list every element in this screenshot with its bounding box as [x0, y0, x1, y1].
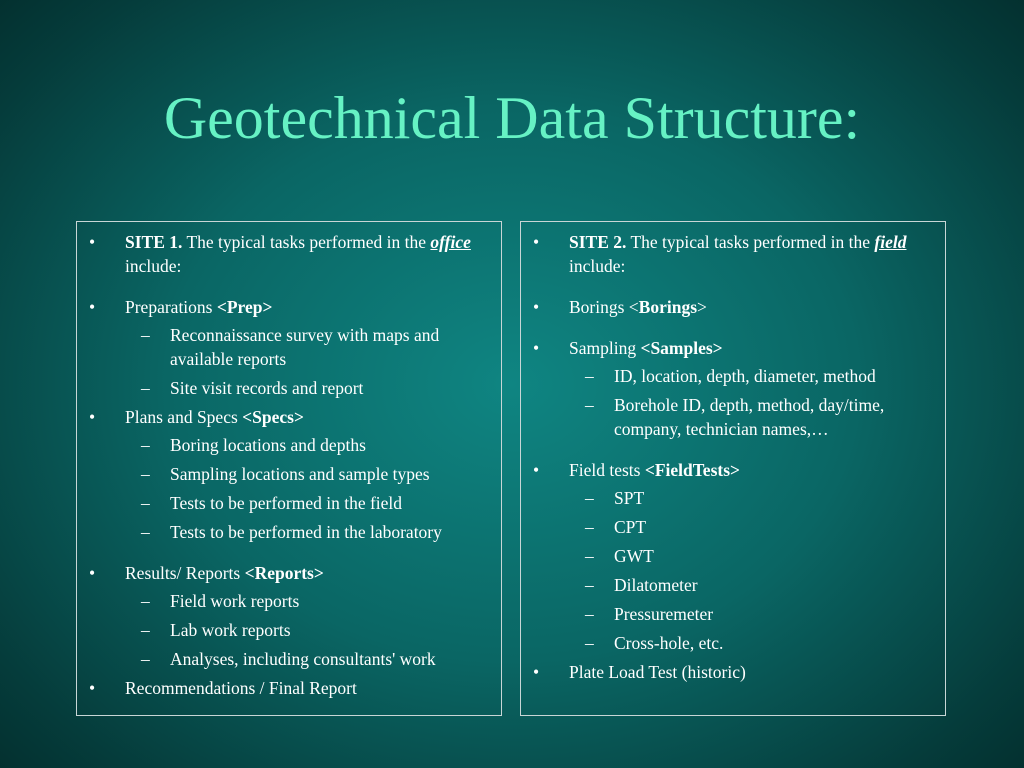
sub-item: – ID, location, depth, diameter, method [585, 366, 876, 386]
dash-icon: – [585, 575, 594, 595]
dash-icon: – [141, 464, 150, 484]
bullet-icon: • [533, 662, 540, 682]
dash-icon: – [141, 435, 150, 455]
list-item-prep: • Preparations <Prep> – Reconnaissance survey with maps and available reports – Site visit records and report [89, 295, 493, 400]
sub-item: – SPT [585, 488, 645, 508]
list-item-field-tests: • Field tests <FieldTests> – SPT – CPT – GWT – Dilatometer – Pressuremeter – Cross-hole, etc. [533, 458, 937, 655]
dash-icon: – [585, 395, 594, 415]
bullet-icon: • [89, 297, 96, 317]
bullet-icon: • [89, 563, 96, 583]
dash-icon: – [141, 649, 150, 669]
sub-item: – Reconnaissance survey with maps and available reports [141, 325, 440, 369]
site1-intro: • SITE 1. The typical tasks performed in the office include: [89, 232, 471, 276]
bullet-icon: • [533, 338, 540, 358]
site2-label: SITE 2. [569, 232, 627, 252]
sub-item: – Borehole ID, depth, method, day/time, company, technician names,… [585, 395, 885, 439]
dash-icon: – [585, 517, 594, 537]
bullet-icon: • [89, 678, 96, 698]
dash-icon: – [585, 546, 594, 566]
dash-icon: – [141, 325, 150, 345]
list-item-recommendations: • Recommendations / Final Report [89, 678, 357, 698]
list-item-borings: • Borings <Borings> [533, 297, 707, 317]
sub-item: – Field work reports [141, 591, 300, 611]
site1-list [89, 230, 493, 700]
dash-icon: – [141, 378, 150, 398]
sub-item: – Pressuremeter [585, 604, 714, 624]
bullet-icon: • [533, 460, 540, 480]
dash-icon: – [141, 591, 150, 611]
dash-icon: – [585, 604, 594, 624]
slide-title: Geotechnical Data Structure: [163, 85, 861, 151]
dash-icon: – [585, 633, 594, 653]
list-item-sampling: • Sampling <Samples> – ID, location, depth, diameter, method – Borehole ID, depth, method, day/time, company, technician names,… [533, 336, 937, 441]
dash-icon: – [141, 620, 150, 640]
site2-list [533, 230, 937, 684]
sub-item: – Boring locations and depths [141, 435, 366, 455]
bullet-icon: • [533, 232, 540, 252]
sub-item: – CPT [585, 517, 647, 537]
list-item-reports: • Results/ Reports <Reports> – Field work reports – Lab work reports – Analyses, including consultants' work [89, 561, 493, 671]
list-item-specs: • Plans and Specs <Specs> – Boring locations and depths – Sampling locations and sample types – Tests to be performed in the field – Tests to be performed in the laboratory [89, 405, 493, 544]
site2-panel [520, 221, 946, 716]
sub-item: – Lab work reports [141, 620, 291, 640]
field-emphasis: field [874, 232, 907, 252]
bullet-icon: • [89, 232, 96, 252]
sub-item: – Cross-hole, etc. [585, 633, 724, 653]
sub-item: – Sampling locations and sample types [141, 464, 430, 484]
site1-panel [76, 221, 502, 716]
dash-icon: – [141, 493, 150, 513]
bullet-icon: • [89, 407, 96, 427]
dash-icon: – [585, 488, 594, 508]
bullet-icon: • [533, 297, 540, 317]
list-item-plate-load-test: • Plate Load Test (historic) [533, 662, 746, 682]
site1-label: SITE 1. [125, 232, 183, 252]
sub-item: – Site visit records and report [141, 378, 364, 398]
site2-intro: • SITE 2. The typical tasks performed in the field include: [533, 232, 907, 276]
dash-icon: – [585, 366, 594, 386]
sub-item: – Tests to be performed in the laboratory [141, 522, 442, 542]
dash-icon: – [141, 522, 150, 542]
sub-item: – Tests to be performed in the field [141, 493, 403, 513]
sub-item: – Analyses, including consultants' work [141, 649, 436, 669]
sub-item: – GWT [585, 546, 654, 566]
sub-item: – Dilatometer [585, 575, 698, 595]
office-emphasis: office [430, 232, 471, 252]
